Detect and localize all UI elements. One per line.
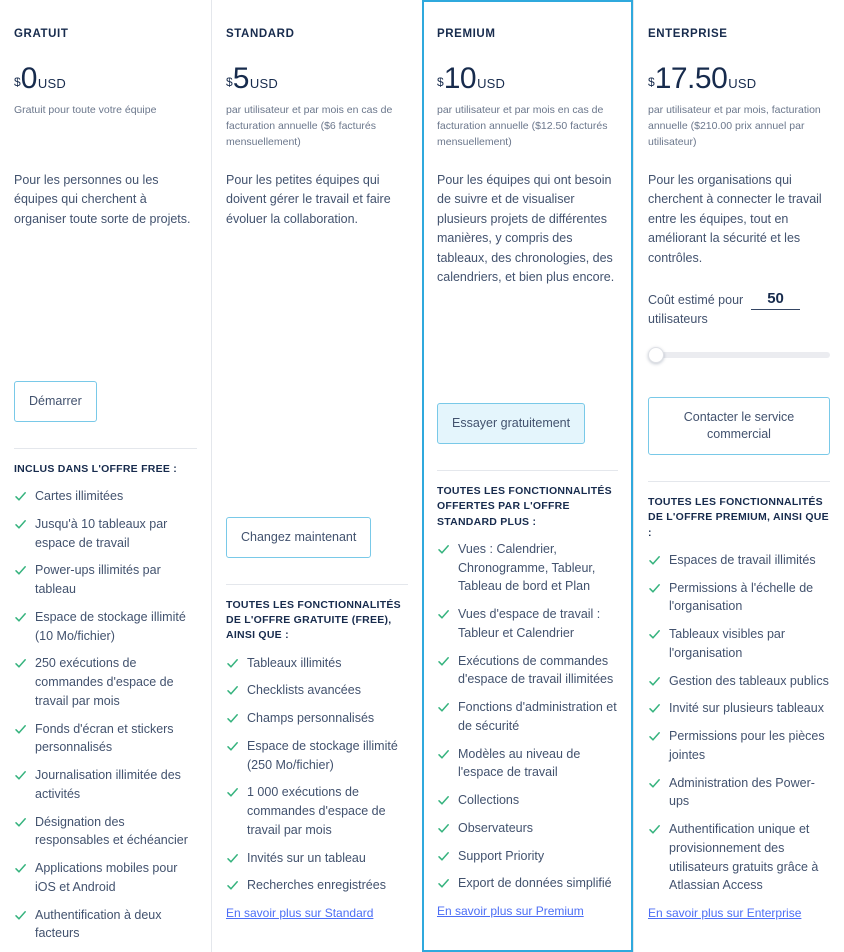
plan-description: Pour les équipes qui ont besoin de suivre et de visualiser plusieurs projets de différentes manières, y compris des tableaux, des chronologies, des calendriers, et bien plus encore. bbox=[437, 173, 615, 284]
slider-track[interactable] bbox=[654, 352, 830, 358]
check-icon bbox=[437, 748, 450, 761]
feature-item bbox=[648, 551, 830, 570]
feature-label: Journalisation illimitée des activités bbox=[35, 768, 181, 801]
check-icon bbox=[14, 862, 27, 875]
features-heading: INCLUS DANS L'OFFRE FREE : bbox=[14, 462, 177, 475]
check-icon bbox=[648, 628, 661, 641]
check-icon bbox=[226, 712, 239, 725]
check-icon bbox=[14, 611, 27, 624]
feature-label: Tableaux visibles par l'organisation bbox=[669, 627, 786, 660]
feature-item bbox=[648, 774, 830, 812]
check-icon bbox=[648, 554, 661, 567]
cost-estimator-label: Coût estimé pour bbox=[648, 292, 744, 307]
check-icon bbox=[14, 723, 27, 736]
feature-label: Espace de stockage illimité (10 Mo/fichier) bbox=[35, 609, 186, 643]
feature-label: Espaces de travail illimités bbox=[669, 552, 816, 567]
check-icon bbox=[14, 769, 27, 782]
feature-item bbox=[437, 652, 618, 690]
cta-container bbox=[226, 517, 408, 558]
feature-label: 250 exécutions de commandes d'espace de travail par mois bbox=[35, 656, 174, 708]
feature-label: Recherches enregistrées bbox=[247, 878, 386, 893]
plan-name: ENTERPRISE bbox=[648, 28, 728, 40]
features-list bbox=[648, 551, 830, 904]
plan-price bbox=[437, 64, 618, 94]
start-button[interactable]: Démarrer bbox=[14, 381, 97, 422]
check-icon bbox=[14, 490, 27, 503]
feature-item bbox=[437, 847, 618, 866]
feature-item bbox=[14, 766, 197, 804]
features-heading: TOUTES LES FONCTIONNALITÉS OFFERTES PAR L'OFFRE STANDARD PLUS : bbox=[437, 485, 612, 528]
feature-item bbox=[437, 605, 618, 643]
feature-item bbox=[437, 745, 618, 783]
plan-price bbox=[226, 64, 408, 94]
check-icon bbox=[648, 823, 661, 836]
feature-item bbox=[14, 654, 197, 710]
check-icon bbox=[437, 794, 450, 807]
feature-item bbox=[437, 791, 618, 810]
cost-estimator-unit-label: utilisateurs bbox=[648, 311, 708, 326]
plan-card-gratuit bbox=[0, 0, 211, 952]
feature-item bbox=[226, 876, 408, 895]
feature-label: Jusqu'à 10 tableaux par espace de travail bbox=[35, 516, 168, 550]
try-free-button[interactable]: Essayer gratuitement bbox=[437, 403, 585, 444]
feature-item bbox=[226, 849, 408, 868]
divider bbox=[226, 584, 408, 585]
feature-item bbox=[14, 813, 197, 851]
learn-more-container bbox=[648, 904, 830, 952]
price-unit: USD bbox=[728, 76, 757, 91]
check-icon bbox=[14, 657, 27, 670]
learn-more-container bbox=[226, 904, 408, 952]
feature-label: Observateurs bbox=[458, 820, 534, 835]
check-icon bbox=[226, 684, 239, 697]
feature-label: Tableaux illimités bbox=[247, 655, 342, 670]
divider bbox=[648, 481, 830, 482]
currency-symbol: $ bbox=[648, 75, 655, 89]
check-icon bbox=[648, 702, 661, 715]
feature-item bbox=[437, 698, 618, 736]
slider-thumb[interactable] bbox=[648, 347, 664, 363]
feature-label: Power-ups illimités par tableau bbox=[35, 563, 161, 596]
plan-card-premium bbox=[422, 0, 633, 952]
upgrade-now-button[interactable]: Changez maintenant bbox=[226, 517, 371, 558]
check-icon bbox=[14, 909, 27, 922]
divider bbox=[14, 448, 197, 449]
check-icon bbox=[648, 675, 661, 688]
check-icon bbox=[437, 608, 450, 621]
check-icon bbox=[648, 582, 661, 595]
currency-symbol: $ bbox=[437, 75, 444, 89]
plan-price bbox=[648, 64, 830, 94]
feature-item bbox=[226, 783, 408, 839]
plan-name: GRATUIT bbox=[14, 28, 69, 40]
feature-item bbox=[648, 672, 830, 691]
feature-label: 1 000 exécutions de commandes d'espace de travail par mois bbox=[247, 785, 386, 837]
contact-sales-button[interactable]: Contacter le service commercial bbox=[648, 397, 830, 455]
feature-item bbox=[14, 720, 197, 758]
features-heading: TOUTES LES FONCTIONNALITÉS DE L'OFFRE PREMIUM, AINSI QUE : bbox=[648, 496, 829, 539]
features-heading: TOUTES LES FONCTIONNALITÉS DE L'OFFRE GRATUITE (FREE), AINSI QUE : bbox=[226, 598, 401, 642]
feature-label: Fonds d'écran et stickers personnalisés bbox=[35, 721, 174, 755]
feature-label: Vues : Calendrier, Chronogramme, Tableur, Tableau de bord et Plan bbox=[458, 541, 596, 594]
feature-label: Permissions à l'échelle de l'organisation bbox=[669, 580, 814, 614]
check-icon bbox=[437, 655, 450, 668]
price-amount: 17.50 bbox=[654, 62, 728, 95]
feature-label: Désignation des responsables et échéancier bbox=[35, 814, 188, 848]
cta-container bbox=[648, 397, 830, 455]
feature-item bbox=[226, 681, 408, 700]
plan-name: STANDARD bbox=[226, 28, 295, 40]
check-icon bbox=[226, 852, 239, 865]
feature-label: Collections bbox=[458, 793, 520, 807]
currency-symbol: $ bbox=[226, 75, 233, 89]
user-count-slider[interactable] bbox=[648, 347, 830, 363]
feature-label: Modèles au niveau de l'espace de travail bbox=[458, 746, 581, 780]
feature-item bbox=[14, 906, 197, 944]
check-icon bbox=[226, 740, 239, 753]
feature-label: Vues d'espace de travail : Tableur et Calendrier bbox=[458, 607, 601, 640]
check-icon bbox=[437, 877, 450, 890]
feature-label: Cartes illimitées bbox=[35, 489, 124, 503]
feature-item bbox=[648, 699, 830, 718]
price-amount: 0 bbox=[20, 62, 37, 95]
feature-label: Authentification à deux facteurs bbox=[35, 907, 162, 941]
check-icon bbox=[226, 879, 239, 892]
feature-label: Support Priority bbox=[458, 848, 545, 863]
feature-item bbox=[14, 608, 197, 646]
feature-label: Permissions pour les pièces jointes bbox=[669, 729, 825, 762]
check-icon bbox=[226, 786, 239, 799]
check-icon bbox=[648, 777, 661, 790]
feature-item bbox=[648, 820, 830, 895]
cost-estimator-row bbox=[648, 290, 830, 310]
feature-label: Checklists avancées bbox=[247, 683, 361, 698]
cta-container bbox=[14, 381, 197, 422]
check-icon bbox=[14, 518, 27, 531]
feature-label: Applications mobiles pour iOS et Android bbox=[35, 861, 178, 894]
price-note: Gratuit pour toute votre équipe bbox=[14, 104, 157, 116]
check-icon bbox=[437, 543, 450, 556]
feature-item bbox=[437, 874, 618, 893]
check-icon bbox=[437, 850, 450, 863]
plan-description: Pour les personnes ou les équipes qui cherchent à organiser toute sorte de projets. bbox=[14, 173, 191, 226]
user-count-value[interactable]: 50 bbox=[751, 290, 800, 310]
price-amount: 5 bbox=[232, 62, 249, 95]
price-unit: USD bbox=[477, 76, 506, 91]
price-note: par utilisateur et par mois en cas de facturation annuelle ($6 facturés mensuellement) bbox=[226, 104, 393, 148]
feature-item bbox=[14, 487, 197, 506]
price-amount: 10 bbox=[443, 62, 477, 95]
feature-label: Administration des Power-ups bbox=[669, 775, 815, 809]
feature-item bbox=[14, 515, 197, 553]
plan-card-enterprise bbox=[633, 0, 844, 952]
feature-label: Gestion des tableaux publics bbox=[669, 673, 829, 688]
price-note: par utilisateur et par mois en cas de facturation annuelle ($12.50 facturés mensuellement) bbox=[437, 104, 608, 148]
learn-more-container bbox=[437, 902, 618, 950]
feature-item bbox=[226, 709, 408, 728]
feature-item bbox=[648, 727, 830, 765]
feature-item bbox=[14, 859, 197, 897]
plan-name: PREMIUM bbox=[437, 28, 496, 40]
feature-label: Invités sur un tableau bbox=[247, 850, 366, 865]
check-icon bbox=[437, 701, 450, 714]
check-icon bbox=[437, 822, 450, 835]
feature-item bbox=[437, 819, 618, 838]
feature-label: Authentification unique et provisionnement des utilisateurs gratuits grâce à Atlassian Access bbox=[669, 822, 819, 893]
cta-container bbox=[437, 403, 618, 444]
check-icon bbox=[14, 564, 27, 577]
learn-more-link-standard[interactable]: En savoir plus sur Standard bbox=[226, 906, 374, 920]
feature-label: Invité sur plusieurs tableaux bbox=[669, 701, 824, 716]
learn-more-link-premium[interactable]: En savoir plus sur Premium bbox=[437, 904, 584, 918]
feature-label: Fonctions d'administration et de sécurité bbox=[458, 700, 617, 733]
divider bbox=[437, 470, 618, 471]
check-icon bbox=[226, 657, 239, 670]
feature-label: Champs personnalisés bbox=[247, 711, 375, 725]
feature-label: Espace de stockage illimité (250 Mo/fichier) bbox=[247, 738, 398, 772]
price-note: par utilisateur et par mois, facturation annuelle ($210.00 prix annuel par utilisateur) bbox=[648, 104, 821, 148]
price-unit: USD bbox=[37, 76, 66, 91]
feature-item bbox=[648, 625, 830, 663]
cost-estimator bbox=[648, 290, 830, 363]
feature-label: Export de données simplifié bbox=[458, 876, 612, 891]
plan-price bbox=[14, 64, 197, 94]
feature-item bbox=[437, 540, 618, 596]
learn-more-link-enterprise[interactable]: En savoir plus sur Enterprise bbox=[648, 906, 802, 920]
plan-description: Pour les petites équipes qui doivent gérer le travail et faire évoluer la collaboration. bbox=[226, 173, 391, 226]
feature-item bbox=[14, 561, 197, 599]
feature-item bbox=[648, 579, 830, 617]
check-icon bbox=[648, 730, 661, 743]
feature-item bbox=[226, 654, 408, 673]
features-list bbox=[226, 654, 408, 905]
feature-item bbox=[226, 737, 408, 775]
plan-card-standard bbox=[211, 0, 422, 952]
plan-description: Pour les organisations qui cherchent à connecter le travail entre les équipes, tout en améliorant la sécurité et les contrôles. bbox=[648, 173, 822, 265]
check-icon bbox=[14, 816, 27, 829]
currency-symbol: $ bbox=[14, 75, 21, 89]
features-list bbox=[437, 540, 618, 902]
feature-label: Exécutions de commandes d'espace de travail illimitées bbox=[458, 653, 614, 687]
price-unit: USD bbox=[249, 76, 278, 91]
features-list bbox=[14, 487, 197, 952]
